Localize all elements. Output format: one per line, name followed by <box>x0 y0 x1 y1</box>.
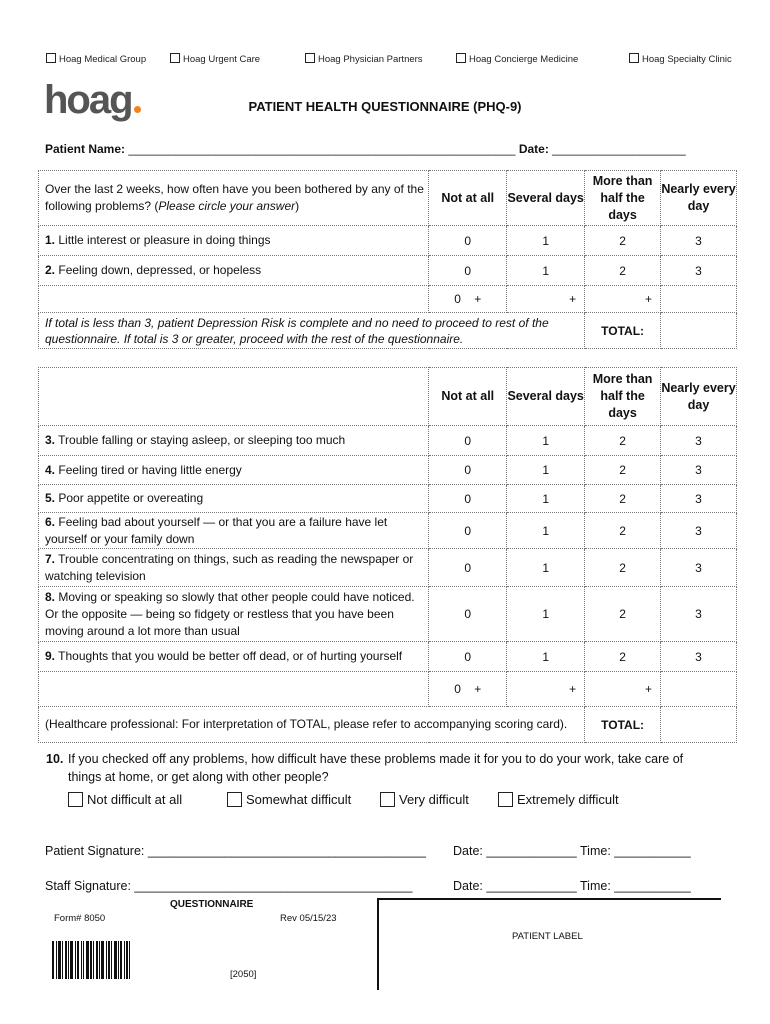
score-option[interactable]: 1 <box>507 549 585 587</box>
checkbox[interactable] <box>170 53 180 63</box>
score-option[interactable]: 1 <box>507 587 585 642</box>
score-option[interactable]: 2 <box>585 485 661 513</box>
score-option[interactable]: 3 <box>661 485 737 513</box>
col-more-than-half: More than half the days <box>585 171 661 226</box>
barcode <box>52 941 150 979</box>
page-title: PATIENT HEALTH QUESTIONNAIRE (PHQ-9) <box>248 99 522 114</box>
score-option[interactable]: 0 <box>429 256 507 286</box>
score-option[interactable]: 0 <box>429 426 507 456</box>
table-row: 4. Feeling tired or having little energy 0 1 2 3 <box>39 456 737 485</box>
revision-date: Rev 05/15/23 <box>280 913 337 924</box>
score-option[interactable]: 0 <box>429 549 507 587</box>
score-option[interactable]: 3 <box>661 226 737 256</box>
table-row: 1. Little interest or pleasure in doing things 0 1 2 3 <box>39 226 737 256</box>
location-hoag-concierge-medicine[interactable]: Hoag Concierge Medicine <box>456 53 578 65</box>
checkbox[interactable] <box>46 53 56 63</box>
table-row: 9. Thoughts that you would be better off dead, or of hurting yourself 0 1 2 3 <box>39 642 737 672</box>
location-hoag-urgent-care[interactable]: Hoag Urgent Care <box>170 53 260 65</box>
checkbox[interactable] <box>498 792 513 807</box>
total-field[interactable] <box>661 707 737 743</box>
score-option[interactable]: 0 <box>429 642 507 672</box>
table-row: 8. Moving or speaking so slowly that other people could have noticed. Or the opposite — being so fidgety or restless that you have been moving around a lot more than usual 0 1 2 3 <box>39 587 737 642</box>
score-option[interactable]: 0 <box>429 587 507 642</box>
score-option[interactable]: 3 <box>661 642 737 672</box>
score-option[interactable]: 1 <box>507 642 585 672</box>
divider <box>377 898 721 900</box>
staff-date-time: Date: _____________ Time: ___________ <box>453 879 691 893</box>
staff-signature-row: Staff Signature: ________________________________________ <box>45 879 413 893</box>
score-option[interactable]: 2 <box>585 256 661 286</box>
sum-row: 0 + + + <box>39 672 737 707</box>
checkbox[interactable] <box>227 792 242 807</box>
checkbox[interactable] <box>629 53 639 63</box>
patient-date-time: Date: _____________ Time: ___________ <box>453 844 691 858</box>
col-nearly-every-day: Nearly every day <box>661 171 737 226</box>
score-option[interactable]: 1 <box>507 426 585 456</box>
sum-row: 0 + + + <box>39 286 737 313</box>
date-field[interactable]: _____________ <box>486 844 577 858</box>
table-row: 3. Trouble falling or staying asleep, or sleeping too much 0 1 2 3 <box>39 426 737 456</box>
score-option[interactable]: 2 <box>585 642 661 672</box>
form-code: [2050] <box>230 969 257 980</box>
hoag-logo: hoag <box>44 80 141 120</box>
score-option[interactable]: 1 <box>507 485 585 513</box>
score-option[interactable]: 1 <box>507 226 585 256</box>
question-10: 10. If you checked off any problems, how difficult have these problems made it for you to do your work, take care of things at home, or get along with other people? <box>46 752 684 784</box>
score-option[interactable]: 3 <box>661 256 737 286</box>
table-row: 5. Poor appetite or overeating 0 1 2 3 <box>39 485 737 513</box>
table-row: 2. Feeling down, depressed, or hopeless 0 1 2 3 <box>39 256 737 286</box>
form-number: Form# 8050 <box>54 913 106 924</box>
col-not-at-all: Not at all <box>429 368 507 426</box>
score-option[interactable]: 2 <box>585 549 661 587</box>
score-option[interactable]: 3 <box>661 456 737 485</box>
total-field[interactable] <box>661 313 737 349</box>
divider <box>377 898 379 990</box>
sum-field[interactable] <box>661 672 737 707</box>
score-option[interactable]: 3 <box>661 587 737 642</box>
questionnaire-label: QUESTIONNAIRE <box>170 899 254 910</box>
option-somewhat-difficult[interactable]: Somewhat difficult <box>227 792 351 807</box>
score-option[interactable]: 0 <box>429 226 507 256</box>
table-row: 6. Feeling bad about yourself — or that you are a failure have let yourself or your family down 0 1 2 3 <box>39 513 737 549</box>
score-option[interactable]: 0 <box>429 485 507 513</box>
staff-signature-field[interactable]: ________________________________________ <box>134 879 413 893</box>
patient-name-field[interactable]: __________________________________________________________ <box>128 142 516 156</box>
time-field[interactable]: ___________ <box>614 879 691 893</box>
location-hoag-specialty-clinic[interactable]: Hoag Specialty Clinic <box>629 53 732 65</box>
instructions: Over the last 2 weeks, how often have you been bothered by any of the following problems? (Please circle your answer) <box>39 171 429 226</box>
score-option[interactable]: 0 <box>429 513 507 549</box>
option-not-difficult[interactable]: Not difficult at all <box>68 792 182 807</box>
score-option[interactable]: 2 <box>585 426 661 456</box>
phq-table-part2 <box>38 367 737 743</box>
location-hoag-medical-group[interactable]: Hoag Medical Group <box>46 53 146 65</box>
sum-field[interactable] <box>661 286 737 313</box>
score-option[interactable]: 0 <box>429 456 507 485</box>
score-option[interactable]: 3 <box>661 426 737 456</box>
score-option[interactable]: 1 <box>507 256 585 286</box>
score-option[interactable]: 1 <box>507 456 585 485</box>
col-several-days: Several days <box>507 171 585 226</box>
checkbox[interactable] <box>456 53 466 63</box>
phq-table-part1 <box>38 170 737 349</box>
checkbox[interactable] <box>305 53 315 63</box>
time-field[interactable]: ___________ <box>614 844 691 858</box>
checkbox[interactable] <box>380 792 395 807</box>
score-option[interactable]: 3 <box>661 513 737 549</box>
patient-label-area: PATIENT LABEL <box>512 931 583 942</box>
score-option[interactable]: 2 <box>585 226 661 256</box>
score-option[interactable]: 3 <box>661 549 737 587</box>
patient-name-row: Patient Name: __________________________________________________________ Date: ____________________ <box>45 142 686 156</box>
instruction-note: If total is less than 3, patient Depression Risk is complete and no need to proceed to rest of the questionnaire. If total is 3 or greater, proceed with the rest of the questionnaire. <box>39 313 585 349</box>
location-hoag-physician-partners[interactable]: Hoag Physician Partners <box>305 53 423 65</box>
total-label: TOTAL: <box>585 707 661 743</box>
option-very-difficult[interactable]: Very difficult <box>380 792 469 807</box>
table-row: 7. Trouble concentrating on things, such as reading the newspaper or watching television 0 1 2 3 <box>39 549 737 587</box>
score-option[interactable]: 2 <box>585 587 661 642</box>
scoring-note: (Healthcare professional: For interpretation of TOTAL, please refer to accompanying scoring card). <box>39 707 585 743</box>
col-not-at-all: Not at all <box>429 171 507 226</box>
score-option[interactable]: 2 <box>585 456 661 485</box>
total-label: TOTAL: <box>585 313 661 349</box>
score-option[interactable]: 1 <box>507 513 585 549</box>
col-nearly-every-day: Nearly every day <box>661 368 737 426</box>
col-several-days: Several days <box>507 368 585 426</box>
option-extremely-difficult[interactable]: Extremely difficult <box>498 792 619 807</box>
date-field[interactable]: ____________________ <box>552 142 686 156</box>
date-field[interactable]: _____________ <box>486 879 577 893</box>
col-more-than-half: More than half the days <box>585 368 661 426</box>
checkbox[interactable] <box>68 792 83 807</box>
patient-signature-field[interactable]: ________________________________________ <box>147 844 426 858</box>
score-option[interactable]: 2 <box>585 513 661 549</box>
patient-signature-row: Patient Signature: ________________________________________ <box>45 844 426 858</box>
